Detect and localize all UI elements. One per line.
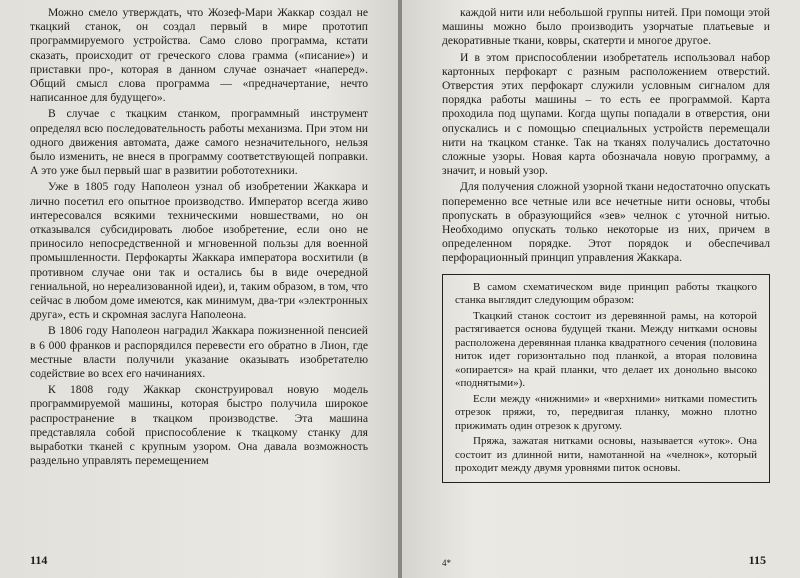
box-paragraph: В самом схематическом виде принцип работы ткацкого станка выглядит следующим образом: bbox=[455, 280, 757, 307]
box-paragraph: Если между «нижними» и «верхними» нитками поместить отрезок пряжи, то, передвигая планку, можно плотно прижимать один отрезок к другому. bbox=[455, 392, 757, 432]
paragraph: И в этом приспособлении изобретатель использовал набор картонных перфокарт с разным расположением отверстий. Отверстия этих перфокарт служили условным сигналом для порядка работы машины – то есть ее программой. Карта проходила под щупами. Когда щупы попадали в отверстия, они опускались и с помощью специальных устройств перемещали нити на ткацком станке. Так на тканях получались достаточно сложные узоры. Новая карта обозначала новую программу, а значит, и новый узор. bbox=[442, 50, 770, 178]
paragraph: Можно смело утверждать, что Жозеф-Мари Жаккар создал не ткацкий станок, он создал первый в мире прототип программируемого устройства. Само слово программа, кстати сказать, происходит от греческого слова грамма («писание») и приставки про-, которая в данном случае означает «наперед». Общий смысл слова программа — «предначертание, нечто написанное для будущего». bbox=[30, 6, 368, 105]
paragraph: каждой нити или небольшой группы нитей. При помощи этой машины можно было производить узорчатые платьевые и декоративные ткани, ковры, скатерти и многое другое. bbox=[442, 6, 770, 48]
paragraph: Для получения сложной узорной ткани недостаточно опускать попеременно все четные или все нечетные нити основы, чтобы пропускать в образующийся «зев» челнок с уточной нитью. Необходимо опускать только некоторые из них, причем в определенном порядке. Этот порядок и обеспечивал перфорационный принцип управления Жаккара. bbox=[442, 180, 770, 265]
signature-mark: 4* bbox=[442, 558, 451, 568]
paragraph: В случае с ткацким станком, программный инструмент определял всю последовательность работы механизма. При этом ни одного движения автомата, даже самого незначительного, нельзя было изменить, не внеся в программу соответствующей поправки. А это уже был первый шаг в развитии робототехники. bbox=[30, 107, 368, 178]
box-paragraph: Ткацкий станок состоит из деревянной рамы, на которой растягивается основа будущей ткани. Между нитками основы расположена деревянная планка квадратного сечения (половина ниток идет горизонтально под планкой, а вторая половина «опирается» на край планки, что делает их донольно высоко «поднятыми»). bbox=[455, 309, 757, 390]
right-page bbox=[402, 0, 800, 578]
left-page bbox=[0, 0, 398, 578]
paragraph: Уже в 1805 году Наполеон узнал об изобретении Жаккара и лично посетил его опытное производство. Император всегда живо интересовался всякими техническими новшествами, но он отказывался субсидировать любое изобретение, если оно не приносило непосредственной и мгновенной пользы для военной промышленности. Перфокарты Жаккара императора восхитили (в противном случае они так и остались бы в виде очередной гениальной, но нереализованной идеи), и, таким образом, в том, что сейчас в любом доме имеются, как минимум, два-три «электронных друга», есть и скромная заслуга Наполеона. bbox=[30, 180, 368, 322]
box-paragraph: Пряжа, зажатая нитками основы, называется «уток». Она состоит из длинной нити, намотанной на «челнок», который проходит между двумя уровнями питок основы. bbox=[455, 435, 757, 475]
page-number: 115 bbox=[748, 553, 766, 567]
page-number: 114 bbox=[30, 553, 48, 567]
paragraph: К 1808 году Жаккар сконструировал новую модель программируемой машины, которая быстро получила широкое распространение в ткацком производстве. Эта машина представляла собой приспособление к ткацкому станку для выработки тканей с крупным узором. Она давала возможность раздельно управлять перемещением bbox=[30, 383, 368, 468]
paragraph: В 1806 году Наполеон наградил Жаккара пожизненной пенсией в 6 000 франков и распорядился перевести его обратно в Лион, где местные власти получили указание оказывать изобретателю содействие во всех его начинаниях. bbox=[30, 324, 368, 381]
sidebar-box bbox=[442, 274, 770, 483]
